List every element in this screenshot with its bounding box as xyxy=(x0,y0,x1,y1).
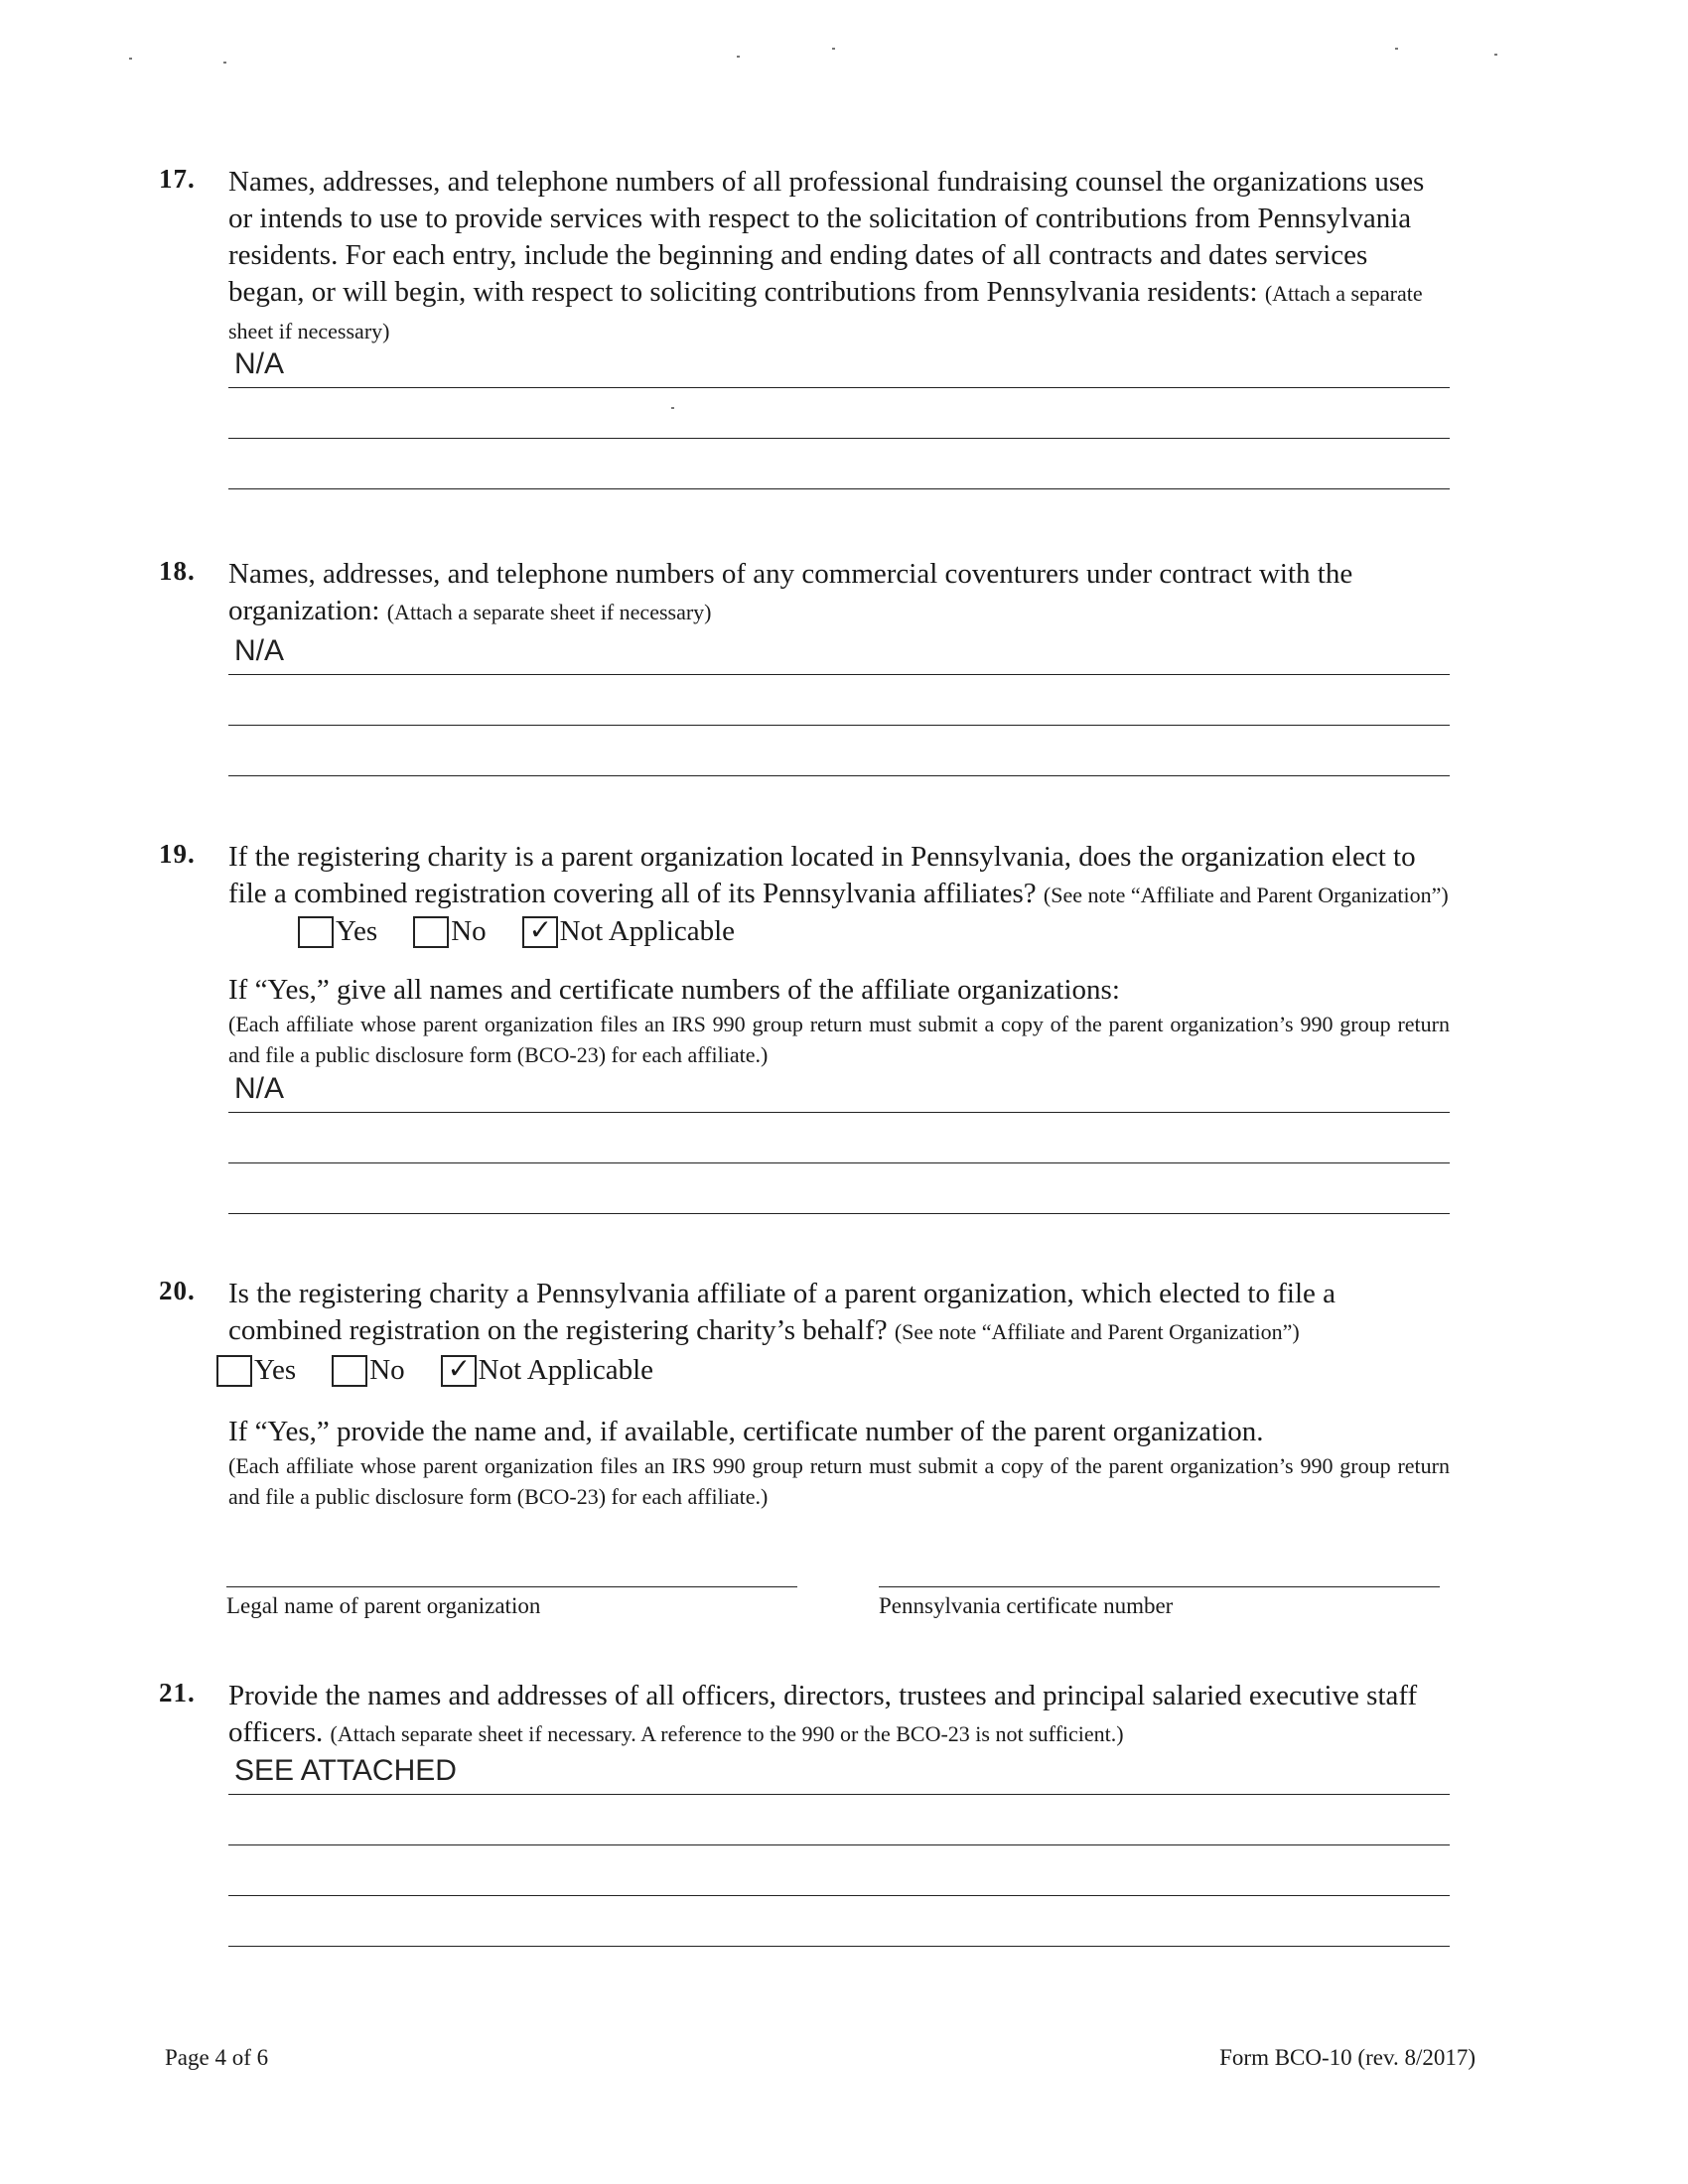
parent-name-label: Legal name of parent organization xyxy=(226,1593,541,1618)
question-prompt: Provide the names and addresses of all officers, directors, trustees and principal salaried executive staff officers. xyxy=(228,1680,1418,1748)
option-yes[interactable] xyxy=(216,1354,296,1387)
option-label: Not Applicable xyxy=(559,915,736,947)
followup-text: If “Yes,” provide the name and, if available, certificate number of the parent organization. xyxy=(228,1415,1264,1447)
answer-line[interactable] xyxy=(228,349,1450,388)
option-label: No xyxy=(451,915,487,947)
answer-line[interactable] xyxy=(228,630,1450,675)
question-number: 18. xyxy=(159,556,196,586)
question-number: 20. xyxy=(159,1276,196,1305)
attach-note: (Attach a separate sheet if necessary) xyxy=(228,281,1423,343)
answer-options xyxy=(216,1351,689,1387)
typed-answer: N/A xyxy=(234,347,285,380)
yes-checkbox[interactable] xyxy=(216,1355,252,1387)
answer-line[interactable] xyxy=(228,1113,1450,1163)
yes-checkbox[interactable] xyxy=(298,916,334,948)
attach-note: (Attach separate sheet if necessary. A reference to the 990 or the BCO-23 is not sufficient.) xyxy=(330,1721,1124,1746)
answer-line[interactable] xyxy=(228,388,1450,439)
option-label: Yes xyxy=(254,1354,297,1386)
question-number: 19. xyxy=(159,839,196,869)
option-no[interactable] xyxy=(332,1354,404,1387)
not-applicable-checkbox[interactable] xyxy=(522,912,558,948)
checkmark-icon: ✓ xyxy=(447,1351,472,1385)
question-text xyxy=(228,1276,1450,1350)
page-number: Page 4 of 6 xyxy=(165,2045,269,2070)
checkmark-icon: ✓ xyxy=(528,912,553,946)
question-number: 21. xyxy=(159,1678,196,1707)
certificate-number-field[interactable] xyxy=(879,1586,1440,1619)
no-checkbox[interactable] xyxy=(332,1355,367,1387)
no-checkbox[interactable] xyxy=(413,916,449,948)
followup-note: (Each affiliate whose parent organization files an IRS 990 group return must submit a copy of the parent organization’s 990 group return and file a public disclosure form (BCO-23) for each affiliate.) xyxy=(228,1011,1450,1067)
parent-name-field[interactable] xyxy=(226,1586,797,1619)
question-prompt: Is the registering charity a Pennsylvania affiliate of a parent organization, which elected to file a combined registration on the registering charity’s behalf? xyxy=(228,1278,1336,1346)
typed-answer: N/A xyxy=(234,1071,285,1105)
question-text xyxy=(228,1678,1450,1752)
question-prompt: Names, addresses, and telephone numbers of all professional fundraising counsel the organizations uses or intends to use to provide services with respect to the solicitation of contributions from Pennsylvania residents. For each entry, include the beginning and ending dates of all contracts and dates services began, or will begin, with respect to soliciting contributions from Pennsylvania residents: xyxy=(228,166,1425,308)
option-no[interactable] xyxy=(413,913,486,950)
question-text xyxy=(228,556,1450,630)
answer-line[interactable] xyxy=(228,1896,1450,1947)
option-not-applicable[interactable] xyxy=(441,1351,654,1387)
attach-note: (Attach a separate sheet if necessary) xyxy=(386,600,712,624)
question-prompt: Names, addresses, and telephone numbers of any commercial coventurers under contract with the organization: xyxy=(228,558,1353,626)
answer-line[interactable] xyxy=(228,675,1450,726)
answer-line[interactable] xyxy=(228,1163,1450,1214)
question-prompt: If the registering charity is a parent organization located in Pennsylvania, does the organization elect to file a combined registration covering all of its Pennsylvania affiliates? xyxy=(228,841,1416,909)
answer-line[interactable] xyxy=(228,1845,1450,1896)
option-label: Not Applicable xyxy=(478,1354,654,1386)
typed-answer: SEE ATTACHED xyxy=(234,1754,457,1787)
question-text xyxy=(228,164,1450,349)
option-yes[interactable] xyxy=(298,913,377,950)
typed-answer: N/A xyxy=(234,634,285,667)
option-not-applicable[interactable] xyxy=(522,913,735,950)
answer-line[interactable] xyxy=(228,1070,1450,1113)
followup-note: (Each affiliate whose parent organization files an IRS 990 group return must submit a copy of the parent organization’s 990 group return and file a public disclosure form (BCO-23) for each affiliate.) xyxy=(228,1452,1450,1509)
followup-text: If “Yes,” give all names and certificate numbers of the affiliate organizations: xyxy=(228,973,1120,1006)
option-label: No xyxy=(369,1354,405,1386)
question-number: 17. xyxy=(159,164,196,194)
question-text xyxy=(228,839,1450,958)
option-label: Yes xyxy=(336,915,378,947)
answer-options xyxy=(298,913,771,950)
answer-line[interactable] xyxy=(228,439,1450,489)
certificate-number-label: Pennsylvania certificate number xyxy=(879,1593,1174,1618)
not-applicable-checkbox[interactable] xyxy=(441,1351,477,1387)
answer-line[interactable] xyxy=(228,1752,1450,1795)
affiliate-note: (See note “Affiliate and Parent Organization”) xyxy=(1043,883,1449,907)
form-id: Form BCO-10 (rev. 8/2017) xyxy=(1219,2045,1476,2070)
answer-line[interactable] xyxy=(228,726,1450,776)
affiliate-note: (See note “Affiliate and Parent Organization”) xyxy=(894,1319,1300,1344)
answer-line[interactable] xyxy=(228,1795,1450,1845)
